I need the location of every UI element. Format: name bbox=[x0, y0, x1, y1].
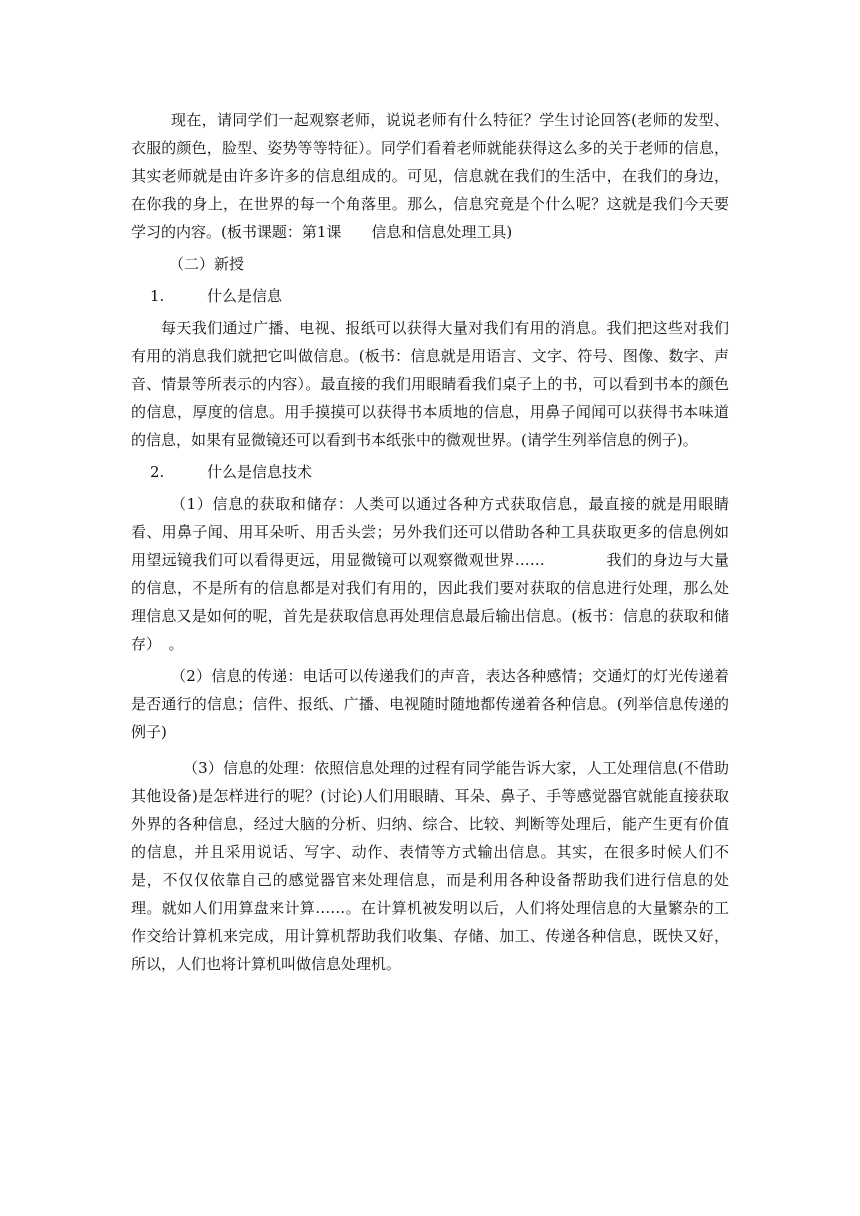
transmission-paragraph: （2）信息的传递：电话可以传递我们的声音，表达各种感情；交通灯的灯光传递着是否通行的信息；信件、报纸、广播、电视随时随地都传递着各种信息。(列举信息传递的例子) bbox=[131, 667, 729, 741]
processing-paragraph: （3）信息的处理：依照信息处理的过程有同学能告诉大家，人工处理信息(不借助其他设备)是怎样进行的呢？(讨论)人们用眼睛、耳朵、鼻子、手等感觉器官就能直接获取外界的各种信息，经过大脑的分析、归纳、综合、比较、判断等处理后，能产生更有价值的信息，并且采用说话、写字、动作、表情等方式输出信息。其实，在很多时候人们不是，不仅仅依靠自己的感觉器官来处理信息，而是利用各种设备帮助我们进行信息的处理。就如人们用算盘来计算……。在计算机被发明以后，人们将处理信息的大量繁杂的工作交给计算机来完成，用计算机帮助我们收集、存储、加工、传递各种信息，既快又好，所以，人们也将计算机叫做信息处理机。 bbox=[131, 759, 729, 973]
intro-paragraph: 现在，请同学们一起观察老师，说说老师有什么特征？学生讨论回答(老师的发型、衣服的颜色，脸型、姿势等等特征）。同学们看着老师就能获得这么多的关于老师的信息，其实老师就是由许多许多的信息组成的。可见，信息就在我们的生活中，在我们的身边，在你我的身上，在世界的每一个角落里。那么，信息究竟是个什么呢？这就是我们今天要学习的内容。(板书课题：第1课 信息和信息处理工具) bbox=[131, 111, 729, 241]
item-heading-what-is-information bbox=[131, 282, 729, 310]
item-number: 1. bbox=[150, 287, 165, 305]
item-title: 什么是信息 bbox=[207, 287, 283, 305]
document-body bbox=[131, 106, 729, 982]
acquisition-paragraph: （1）信息的获取和储存：人类可以通过各种方式获取信息，最直接的就是用眼睛看、用鼻子闻、用耳朵听、用舌头尝；另外我们还可以借助各种工具获取更多的信息例如用望远镜我们可以看得更远，用显微镜可以观察微观世界…… 我们的身边与大量的信息，不是所有的信息都是对我们有用的，因此我们要对获取的信息进行处理，那么处理信息又是如何的呢，首先是获取信息再处理信息最后输出信息。(板书：信息的获取和储存） 。 bbox=[131, 495, 729, 653]
item-heading-what-is-it bbox=[131, 458, 729, 486]
section-heading-new-lesson: （二）新授 bbox=[169, 255, 245, 273]
item-number: 2. bbox=[150, 463, 165, 481]
item-title: 什么是信息技术 bbox=[207, 463, 313, 481]
information-paragraph: 每天我们通过广播、电视、报纸可以获得大量对我们有用的消息。我们把这些对我们有用的消息我们就把它叫做信息。(板书：信息就是用语言、文字、符号、图像、数字、声音、情景等所表示的内容）。最直接的我们用眼睛看我们桌子上的书，可以看到书本的颜色的信息，厚度的信息。用手摸摸可以获得书本质地的信息，用鼻子闻闻可以获得书本味道的信息，如果有显微镜还可以看到书本纸张中的微观世界。(请学生列举信息的例子)。 bbox=[131, 319, 729, 449]
